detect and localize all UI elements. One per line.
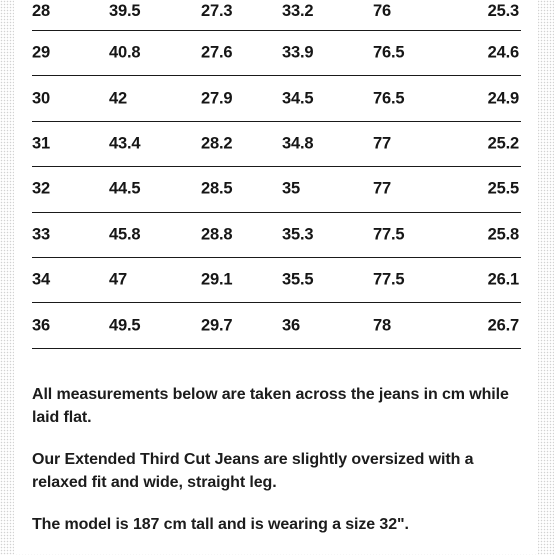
size-table [32,0,521,349]
table-cell-waist-size: 28 [32,2,50,20]
table-cell: 25.3 [487,2,519,20]
table-cell: 39.5 [109,2,141,20]
table-cell: 76.5 [373,89,405,108]
table-row [32,31,521,76]
table-cell: 43.4 [109,134,141,153]
table-cell: 76 [373,2,391,20]
table-cell: 33.2 [282,2,314,20]
table-cell: 76.5 [373,43,405,62]
table-cell: 34.8 [282,134,314,153]
table-row [32,122,521,167]
table-cell-waist-size: 33 [32,225,50,244]
table-cell: 77 [373,134,391,153]
size-notes [32,383,522,555]
table-cell: 42 [109,89,127,108]
table-cell-waist-size: 34 [32,270,50,289]
table-cell: 25.8 [487,225,519,244]
table-cell: 26.7 [487,316,519,335]
table-cell: 77.5 [373,225,405,244]
table-cell: 29.1 [201,270,233,289]
table-row [32,167,521,212]
table-cell: 26.1 [487,270,519,289]
table-cell: 44.5 [109,179,141,198]
table-cell: 77 [373,179,391,198]
table-cell: 29.7 [201,316,233,335]
table-cell: 27.6 [201,43,233,62]
table-cell: 78 [373,316,391,335]
table-cell: 27.9 [201,89,233,108]
table-row [32,213,521,258]
size-guide-card [14,0,538,554]
table-cell: 24.6 [487,43,519,62]
table-row [32,0,521,31]
table-cell: 25.5 [487,179,519,198]
fit-description: Our Extended Third Cut Jeans are slightly oversized with a relaxed fit and wide, straight leg. [32,451,474,491]
table-cell-waist-size: 30 [32,89,50,108]
table-cell: 28.5 [201,179,233,198]
measurement-note: All measurements below are taken across the jeans in cm while laid flat. [32,386,509,426]
table-cell: 36 [282,316,300,335]
table-cell: 35 [282,179,300,198]
table-cell: 35.3 [282,225,314,244]
table-cell: 34.5 [282,89,314,108]
table-row [32,76,521,121]
table-cell-waist-size: 31 [32,134,50,153]
table-row [32,258,521,303]
table-cell: 33.9 [282,43,314,62]
table-cell-waist-size: 29 [32,43,50,62]
table-cell-waist-size: 36 [32,316,50,335]
table-cell: 24.9 [487,89,519,108]
table-cell: 40.8 [109,43,141,62]
table-cell: 35.5 [282,270,314,289]
table-cell: 47 [109,270,127,289]
table-cell: 45.8 [109,225,141,244]
table-cell: 27.3 [201,2,233,20]
table-cell: 25.2 [487,134,519,153]
table-cell: 28.8 [201,225,233,244]
table-row [32,303,521,348]
model-info: The model is 187 cm tall and is wearing a size 32". [32,516,409,533]
table-cell: 49.5 [109,316,141,335]
table-cell-waist-size: 32 [32,179,50,198]
table-cell: 28.2 [201,134,233,153]
table-cell: 77.5 [373,270,405,289]
